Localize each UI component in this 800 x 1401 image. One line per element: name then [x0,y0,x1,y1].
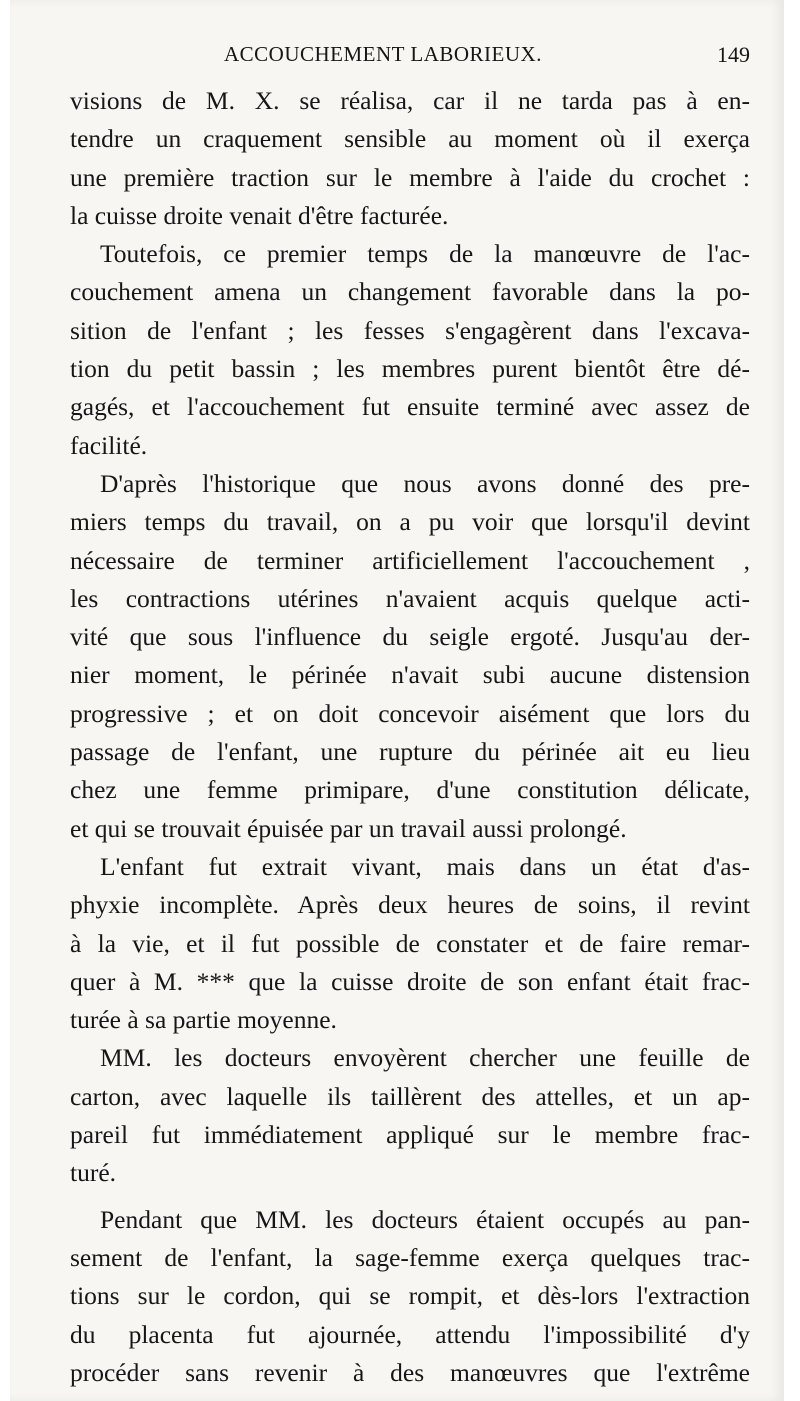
text-line: phyxie incomplète. Après deux heures de soins, il revint [70,890,750,920]
text-line: du placenta fut ajournée, attendu l'impossibilité d'y [70,1319,750,1349]
paragraph-gap [70,1193,750,1201]
text-line: MM. les docteurs envoyèrent chercher une feuille de [100,1043,750,1073]
text-line: nécessaire de terminer artificiellement l'accouchement , [70,545,750,575]
text-line: vité que sous l'influence du seigle ergoté. Jusqu'au der- [70,622,750,652]
text-line: les contractions utérines n'avaient acquis quelque acti- [70,583,750,613]
text-line: à la vie, et il fut possible de constater et de faire remar- [70,928,750,958]
text-line: couchement amena un changement favorable dans la po- [70,277,750,307]
text-line: facilité. [70,430,148,460]
text-line: une première traction sur le membre à l'aide du crochet : [70,162,750,192]
text-line: turé. [70,1158,117,1188]
text-line: Toutefois, ce premier temps de la manœuvre de l'ac- [100,239,750,269]
text-line: tion du petit bassin ; les membres purent bientôt être dé- [70,354,750,384]
text-line: nier moment, le périnée n'avait subi aucune distension [70,660,750,690]
text-line: chez une femme primipare, d'une constitution délicate, [70,775,750,805]
text-line: D'après l'historique que nous avons donné des pre- [100,468,750,498]
text-line: pareil fut immédiatement appliqué sur le membre frac- [70,1120,750,1150]
text-line: sition de l'enfant ; les fesses s'engagèrent dans l'excava- [70,315,750,345]
text-line: visions de M. X. se réalisa, car il ne tarda pas à en- [70,86,750,115]
text-line: carton, avec laquelle ils taillèrent des attelles, et un ap- [70,1081,750,1111]
text-line: L'enfant fut extrait vivant, mais dans un état d'as- [100,851,750,881]
text-line: et qui se trouvait épuisée par un travail aussi prolongé. [70,813,627,843]
text-line: miers temps du travail, on a pu voir que lorsqu'il devint [70,507,750,537]
running-title: ACCOUCHEMENT LABORIEUX. [224,42,542,66]
text-line: progressive ; et on doit concevoir aisément que lors du [70,698,750,728]
text-line: turée à sa partie moyenne. [70,1005,337,1035]
text-line: procéder sans revenir à des manœuvres que l'extrême [70,1357,750,1387]
text-line: tions sur le cordon, qui se rompit, et dès-lors l'extraction [70,1281,750,1311]
text-line: sement de l'enfant, la sage-femme exerça quelques trac- [70,1242,750,1272]
text-line: passage de l'enfant, une rupture du périnée ait eu lieu [70,737,750,767]
text-line: tendre un craquement sensible au moment où il exerça [70,124,750,154]
text-line: Pendant que MM. les docteurs étaient occupés au pan- [100,1204,750,1234]
page-header [70,42,750,76]
text-line: la cuisse droite venait d'être facturée. [70,200,449,230]
text-line: quer à M. *** que la cuisse droite de son enfant était frac- [70,966,750,996]
text-line: gagés, et l'accouchement fut ensuite terminé avec assez de [70,392,750,422]
body-text [70,82,750,1392]
page-number: 149 [717,42,750,67]
book-page [10,0,784,1401]
